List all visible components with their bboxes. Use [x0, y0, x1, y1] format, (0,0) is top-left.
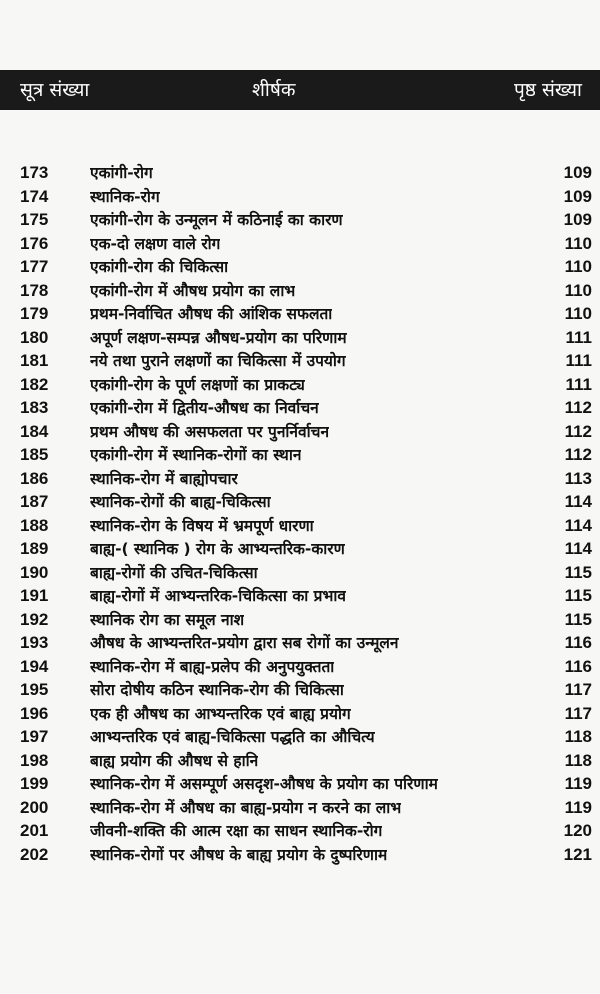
entry-title: स्थानिक-रोगों की बाह्य-चिकित्सा	[90, 493, 271, 511]
toc-row	[0, 632, 600, 656]
sutra-number: 182	[20, 374, 49, 394]
sutra-number: 197	[20, 727, 49, 746]
toc-row	[0, 444, 600, 468]
toc-row	[0, 468, 600, 492]
entry-title: बाह्य-रोगों की उचित-चिकित्सा	[90, 563, 258, 582]
sutra-number: 198	[20, 750, 49, 770]
page-number: 115	[564, 609, 592, 629]
entry-title: स्थानिक-रोग	[90, 187, 160, 206]
page-number: 114	[564, 539, 592, 558]
toc-row	[0, 233, 600, 257]
page-number: 117	[564, 703, 592, 723]
entry-title: एकांगी-रोग में औषध प्रयोग का लाभ	[90, 281, 296, 300]
toc-row	[0, 256, 600, 280]
page-number: 112	[564, 398, 592, 417]
sutra-number: 173	[20, 163, 49, 182]
page-number: 112	[564, 445, 592, 464]
toc-row	[0, 656, 600, 680]
entry-title: प्रथम औषध की असफलता पर पुनर्निर्वाचन	[90, 422, 330, 441]
entry-title: एकांगी-रोग की चिकित्सा	[90, 258, 229, 276]
toc-row	[0, 186, 600, 210]
sutra-number: 189	[20, 539, 49, 558]
page-number: 121	[563, 844, 592, 864]
entry-title: स्थानिक-रोग में औषध का बाह्य-प्रयोग न करने का लाभ	[90, 798, 402, 817]
page-number: 115	[564, 586, 592, 605]
entry-title: एकांगी-रोग के पूर्ण लक्षणों का प्राकट्य	[90, 375, 305, 394]
toc-row	[0, 491, 600, 515]
toc-row	[0, 609, 600, 633]
header-page-number: पृष्ठ संख्या	[514, 79, 582, 101]
sutra-number: 188	[20, 515, 49, 535]
page-number: 110	[564, 257, 592, 276]
page-number: 112	[564, 421, 592, 441]
entry-title: एकांगी-रोग में स्थानिक-रोगों का स्थान	[90, 446, 302, 464]
page-number: 120	[563, 821, 592, 840]
toc-row	[0, 280, 600, 304]
page-number: 111	[565, 351, 592, 370]
page-number: 119	[564, 797, 592, 817]
toc-row	[0, 750, 600, 774]
sutra-number: 202	[20, 844, 49, 864]
sutra-number: 199	[20, 774, 49, 793]
entry-title: बाह्य प्रयोग की औषध से हानि	[90, 751, 259, 770]
toc-row	[0, 303, 600, 327]
page-number: 109	[563, 186, 592, 206]
sutra-number: 185	[20, 445, 49, 464]
sutra-number: 187	[20, 492, 49, 511]
entry-title: स्थानिक-रोगों पर औषध के बाह्य प्रयोग के दुष्परिणाम	[90, 845, 388, 864]
page-number: 109	[563, 210, 592, 229]
toc-row	[0, 209, 600, 233]
page-number: 116	[564, 633, 592, 652]
page-number: 110	[564, 280, 592, 300]
entry-title: स्थानिक-रोग में बाह्योपचार	[90, 469, 238, 488]
sutra-number: 184	[20, 421, 49, 441]
sutra-number: 191	[20, 586, 49, 605]
sutra-number: 175	[20, 210, 49, 229]
sutra-number: 200	[20, 797, 49, 817]
page-number: 118	[564, 750, 592, 770]
page-number: 114	[564, 515, 592, 535]
toc-row	[0, 703, 600, 727]
page-number: 110	[564, 233, 592, 253]
sutra-number: 192	[20, 609, 49, 629]
entry-title: एकांगी-रोग के उन्मूलन में कठिनाई का कारण	[90, 211, 343, 229]
header-title: शीर्षक	[252, 79, 296, 101]
entry-title: नये तथा पुराने लक्षणों का चिकित्सा में उपयोग	[90, 352, 346, 370]
entry-title: स्थानिक रोग का समूल नाश	[90, 610, 245, 629]
page-number: 111	[565, 327, 592, 347]
page-number: 110	[564, 304, 592, 323]
page-number: 116	[564, 656, 592, 676]
entry-title: बाह्य-( स्थानिक ) रोग के आभ्यन्तरिक-कारण	[90, 540, 345, 558]
entry-title: बाह्य-रोगों में आभ्यन्तरिक-चिकित्सा का प्रभाव	[90, 587, 346, 605]
sutra-number: 179	[20, 304, 49, 323]
sutra-number: 181	[20, 351, 49, 370]
sutra-number: 174	[20, 186, 49, 206]
toc-row	[0, 350, 600, 374]
toc-row	[0, 515, 600, 539]
entry-title: औषध के आभ्यन्तरित-प्रयोग द्वारा सब रोगों का उन्मूलन	[90, 634, 399, 652]
toc-row	[0, 726, 600, 750]
page-number: 119	[564, 774, 592, 793]
sutra-number: 186	[20, 468, 49, 488]
entry-title: स्थानिक-रोग में असम्पूर्ण असदृश-औषध के प्रयोग का परिणाम	[90, 775, 438, 793]
toc-row	[0, 538, 600, 562]
sutra-number: 194	[20, 656, 49, 676]
toc-row	[0, 820, 600, 844]
entry-title: सोरा दोषीय कठिन स्थानिक-रोग की चिकित्सा	[90, 681, 344, 699]
table-of-contents	[0, 162, 600, 867]
toc-row	[0, 562, 600, 586]
page-number: 109	[563, 163, 592, 182]
table-header	[0, 70, 600, 110]
entry-title: अपूर्ण लक्षण-सम्पन्न औषध-प्रयोग का परिणाम	[90, 328, 347, 347]
toc-row	[0, 421, 600, 445]
entry-title: स्थानिक-रोग में बाह्य-प्रलेप की अनुपयुक्तता	[90, 657, 335, 676]
toc-row	[0, 679, 600, 703]
toc-row	[0, 162, 600, 186]
page-number: 111	[565, 374, 592, 394]
toc-row	[0, 397, 600, 421]
toc-row	[0, 773, 600, 797]
entry-title: आभ्यन्तरिक एवं बाह्य-चिकित्सा पद्धति का औचित्य	[90, 728, 375, 746]
sutra-number: 180	[20, 327, 49, 347]
sutra-number: 201	[20, 821, 49, 840]
sutra-number: 196	[20, 703, 49, 723]
sutra-number: 195	[20, 680, 49, 699]
sutra-number: 178	[20, 280, 49, 300]
entry-title: एकांगी-रोग	[90, 164, 153, 182]
toc-row	[0, 797, 600, 821]
page-number: 115	[564, 562, 592, 582]
toc-row	[0, 327, 600, 351]
entry-title: एक ही औषध का आभ्यन्तरिक एवं बाह्य प्रयोग	[90, 704, 351, 723]
sutra-number: 177	[20, 257, 49, 276]
sutra-number: 176	[20, 233, 49, 253]
entry-title: स्थानिक-रोग के विषय में भ्रमपूर्ण धारणा	[90, 516, 314, 535]
entry-title: एकांगी-रोग में द्वितीय-औषध का निर्वाचन	[90, 399, 319, 417]
entry-title: एक-दो लक्षण वाले रोग	[90, 234, 221, 253]
sutra-number: 190	[20, 562, 49, 582]
toc-row	[0, 374, 600, 398]
entry-title: जीवनी-शक्ति की आत्म रक्षा का साधन स्थानिक-रोग	[90, 822, 383, 840]
entry-title: प्रथम-निर्वाचित औषध की आंशिक सफलता	[90, 305, 333, 323]
sutra-number: 183	[20, 398, 49, 417]
page-number: 114	[564, 492, 592, 511]
toc-row	[0, 844, 600, 868]
page-number: 118	[564, 727, 592, 746]
page-number: 113	[564, 468, 592, 488]
sutra-number: 193	[20, 633, 49, 652]
page-number: 117	[564, 680, 592, 699]
header-sutra-number: सूत्र संख्या	[20, 79, 90, 101]
toc-row	[0, 585, 600, 609]
